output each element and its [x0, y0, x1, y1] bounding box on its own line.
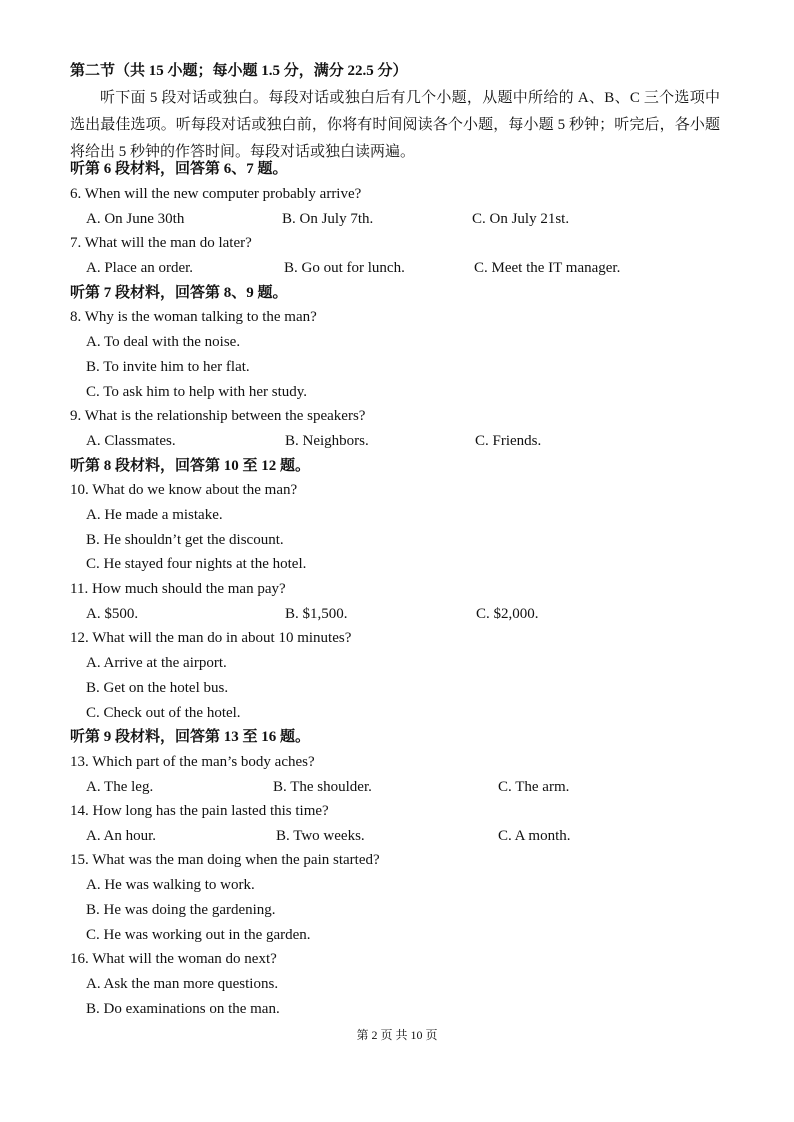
group-heading: 听第 9 段材料，回答第 13 至 16 题。: [70, 729, 311, 745]
option-a: A. $500.: [86, 606, 139, 622]
option-c: C. The arm.: [498, 779, 570, 795]
option-a: A. On June 30th: [86, 211, 185, 227]
section-title: 第二节（共 15 小题；每小题 1.5 分，满分 22.5 分）: [70, 63, 408, 79]
option-c: C. He was working out in the garden.: [86, 927, 311, 943]
question-stem: 14. How long has the pain lasted this time?: [70, 803, 329, 819]
option-a: A. To deal with the noise.: [86, 334, 241, 350]
option-a: A. An hour.: [86, 828, 157, 844]
group-heading: 听第 7 段材料，回答第 8、9 题。: [70, 285, 288, 301]
option-a: A. Classmates.: [86, 433, 176, 449]
option-c: C. Friends.: [475, 433, 542, 449]
question-stem: 16. What will the woman do next?: [70, 951, 277, 967]
option-a: A. He was walking to work.: [86, 877, 255, 893]
option-b: B. Go out for lunch.: [284, 260, 405, 276]
question-stem: 12. What will the man do in about 10 minutes?: [70, 630, 352, 646]
option-b: B. Get on the hotel bus.: [86, 680, 229, 696]
option-a: A. Place an order.: [86, 260, 194, 276]
page-number-footer: 第 2 页 共 10 页: [356, 1028, 438, 1042]
option-c: C. A month.: [498, 828, 571, 844]
option-b: B. He was doing the gardening.: [86, 902, 276, 918]
option-b: B. On July 7th.: [282, 211, 374, 227]
question-stem: 6. When will the new computer probably arrive?: [70, 186, 362, 202]
question-stem: 11. How much should the man pay?: [70, 581, 286, 597]
question-stem: 8. Why is the woman talking to the man?: [70, 309, 317, 325]
option-c: C. He stayed four nights at the hotel.: [86, 556, 307, 572]
option-b: B. Do examinations on the man.: [86, 1001, 280, 1017]
question-stem: 15. What was the man doing when the pain started?: [70, 852, 380, 868]
group-heading: 听第 8 段材料，回答第 10 至 12 题。: [70, 458, 311, 474]
option-a: A. Ask the man more questions.: [86, 976, 279, 992]
option-b: B. $1,500.: [285, 606, 348, 622]
option-b: B. The shoulder.: [273, 779, 372, 795]
option-a: A. The leg.: [86, 779, 154, 795]
option-b: B. Neighbors.: [285, 433, 369, 449]
option-c: C. Check out of the hotel.: [86, 705, 241, 721]
question-stem: 10. What do we know about the man?: [70, 482, 298, 498]
option-a: A. He made a mistake.: [86, 507, 223, 523]
section-instructions: 听下面 5 段对话或独白。每段对话或独白后有几个小题，从题中所给的 A、B、C 三个选项中选出最佳选项。听每段对话或独白前，你将有时间阅读各个小题，每小题 5 秒钟；听完后，各小题将给出 5 秒钟的作答时间。每段对话或独白读两遍。: [70, 90, 720, 160]
question-stem: 13. Which part of the man’s body aches?: [70, 754, 315, 770]
option-c: C. $2,000.: [476, 606, 539, 622]
option-c: C. To ask him to help with her study.: [86, 384, 308, 400]
group-heading: 听第 6 段材料，回答第 6、7 题。: [70, 161, 288, 177]
option-b: B. He shouldn’t get the discount.: [86, 532, 284, 548]
option-b: B. Two weeks.: [276, 828, 365, 844]
option-a: A. Arrive at the airport.: [86, 655, 227, 671]
question-stem: 7. What will the man do later?: [70, 235, 252, 251]
option-c: C. On July 21st.: [472, 211, 570, 227]
option-b: B. To invite him to her flat.: [86, 359, 250, 375]
question-stem: 9. What is the relationship between the speakers?: [70, 408, 366, 424]
option-c: C. Meet the IT manager.: [474, 260, 621, 276]
